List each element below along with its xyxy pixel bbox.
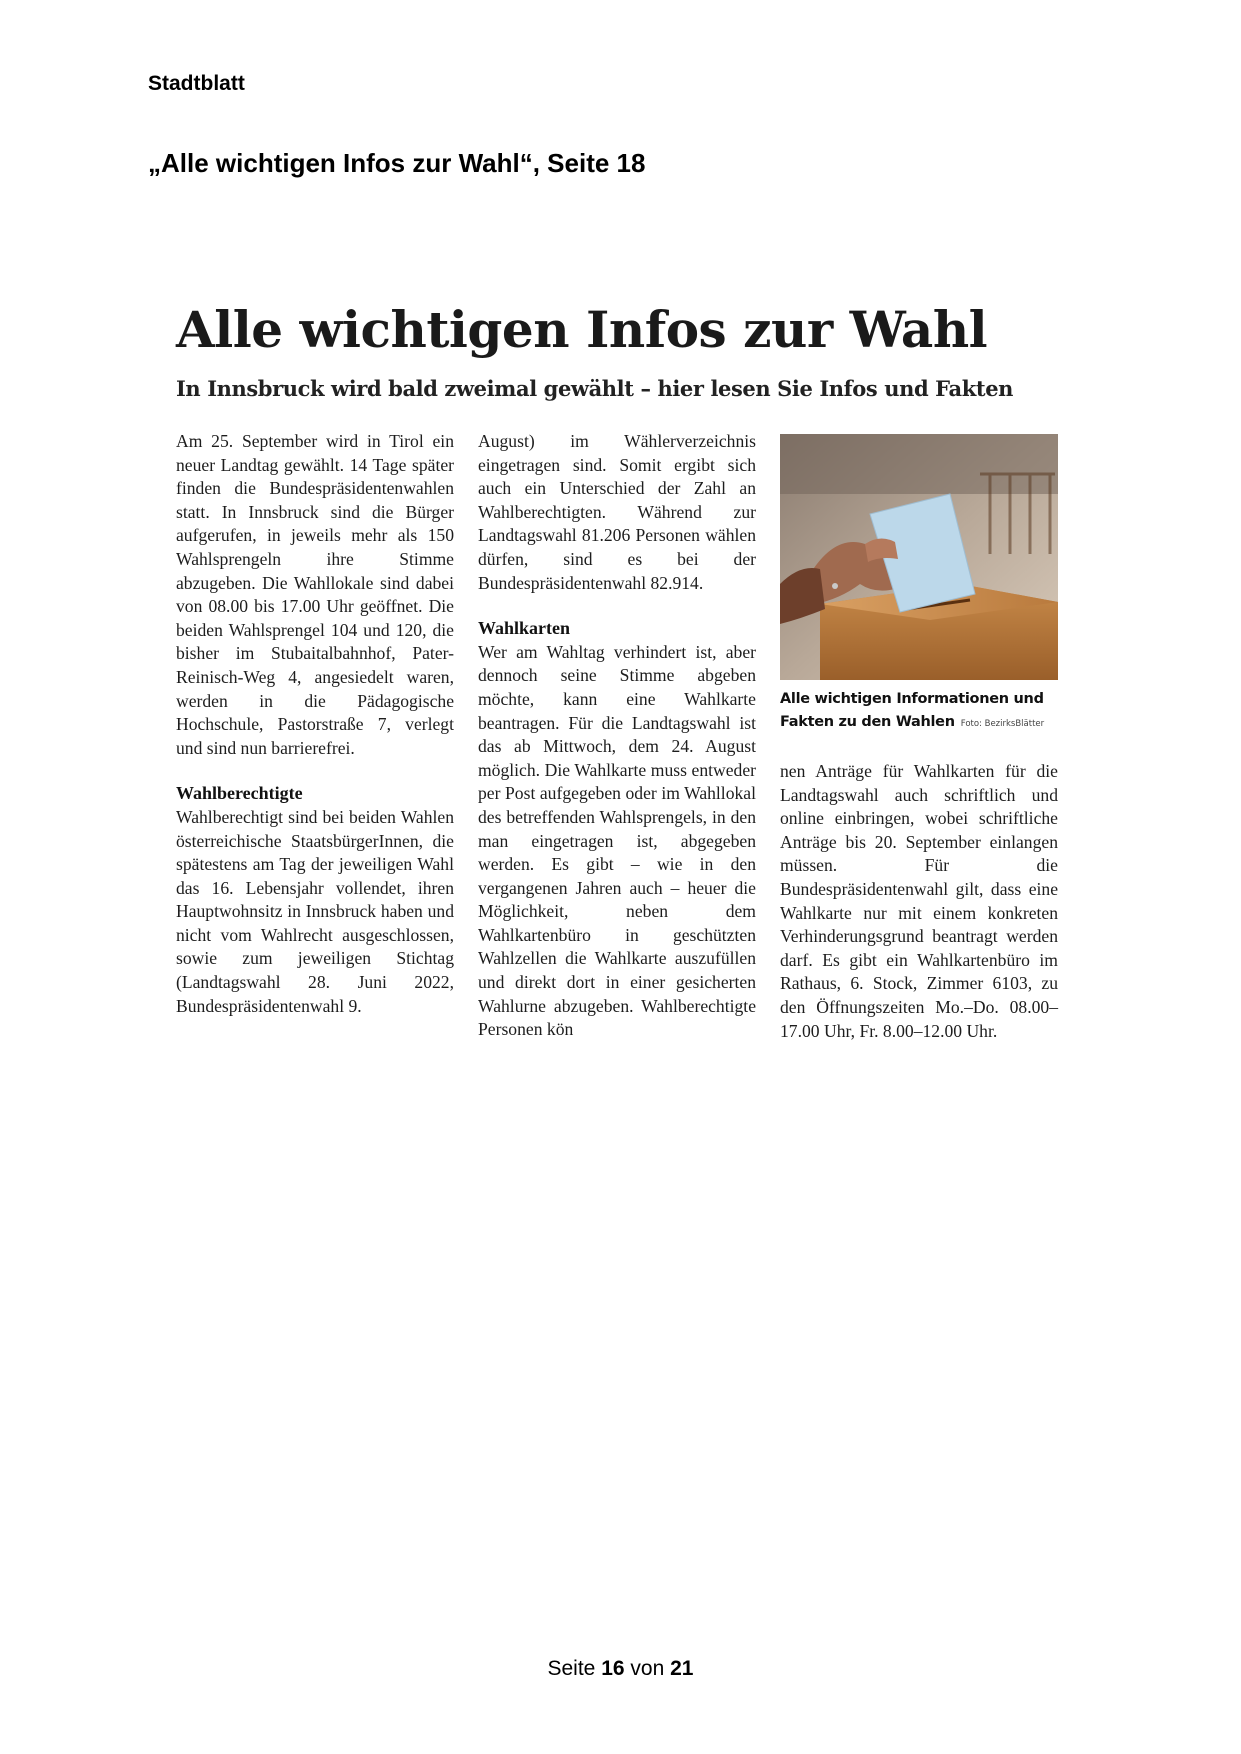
ballot-box-photo [780,434,1058,680]
page-number-footer [0,1657,1241,1681]
article-paragraph: Am 25. September wird in Tirol ein neuer Landtag gewählt. 14 Tage später finden die Bundespräsidentenwahlen statt. In Innsbruck sind die Bürger aufgerufen, in jeweils mehr als 150 Wahlsprengeln ihre Stimme abzugeben. Die Wahllokale sind dabei von 08.00 bis 17.00 Uhr geöffnet. Die beiden Wahlsprengel 104 und 120, die bisher im Stubaitalbahnhof, Pater-Reinisch-Weg 4, angesiedelt waren, werden in die Pädagogische Hochschule, Pastorstraße 7, verlegt und sind nun barrierefrei. [176,431,454,758]
newspaper-clipping [170,290,1070,1090]
article-headline: Alle wichtigen Infos zur Wahl [176,300,988,359]
article-paragraph: August) im Wählerverzeichnis eingetragen sind. Somit ergibt sich auch ein Unterschied der Zahl an Wahlberechtigten. Während zur Landtagswahl 81.206 Personen wählen dürfen, sind es bei der Bundespräsidentenwahl 82.914. [478,431,756,593]
article-column-2 [478,430,756,1042]
footer-prefix: Seite [547,1657,596,1680]
footer-middle: von [630,1657,665,1680]
article-subheadline: In Innsbruck wird bald zweimal gewählt – hier lesen Sie Infos und Fakten [176,376,1014,401]
article-column-1 [176,430,454,1018]
article-paragraph: Wahlberechtigt sind bei beiden Wahlen österreichische StaatsbürgerInnen, die spätestens am Tag der jeweiligen Wahl das 16. Lebensjahr vollendet, ihren Hauptwohnsitz in Innsbruck haben und nicht vom Wahlrecht ausgeschlossen, sowie zum jeweiligen Stichtag (Landtagswahl 28. Juni 2022, Bundespräsidentenwahl 9. [176,806,454,1016]
article-paragraph: nen Anträge für Wahlkarten für die Landtagswahl auch schriftlich und online einbringen, wobei schriftliche Anträge bis 20. September einlangen müssen. Für die Bundespräsidentenwahl gilt, dass eine Wahlkarte nur mit einem konkreten Verhinderungsgrund beantragt werden darf. Es gibt ein Wahlkartenbüro im Rathaus, 6. Stock, Zimmer 6103, zu den Öffnungszeiten Mo.–Do. 08.00–17.00 Uhr, Fr. 8.00–12.00 Uhr. [780,761,1058,1041]
photo-credit: Foto: BezirksBlätter [960,719,1045,729]
current-page-number: 16 [601,1657,625,1680]
section-heading-wahlberechtigte: Wahlberechtigte [176,783,303,804]
section-heading-wahlkarten: Wahlkarten [478,618,571,639]
total-page-count: 21 [670,1657,694,1680]
document-article-reference: „Alle wichtigen Infos zur Wahl“, Seite 18 [148,148,646,178]
photo-caption [780,688,1058,736]
document-source-label: Stadtblatt [148,72,245,95]
article-column-3 [780,760,1058,1043]
photo-caption-text: Alle wichtigen Informationen und Fakten zu den Wahlen [780,691,1044,730]
article-paragraph: Wer am Wahltag verhindert ist, aber dennoch seine Stimme abgeben möchte, kann eine Wahlkarte beantragen. Für die Landtagswahl ist das ab Mittwoch, dem 24. August möglich. Die Wahlkarte muss entweder per Post aufgegeben oder im Wahllokal des betreffenden Wahlsprengels, in den man eingetragen ist, abgegeben werden. Es gibt – wie in den vergangenen Jahren auch – heuer die Möglichkeit, neben dem Wahlkartenbüro in geschützten Wahlzellen die Wahlkarte auszufüllen und direkt dort in einer gesicherten Wahlurne abzugeben. Wahlberechtigte Personen kön [478,641,756,1040]
